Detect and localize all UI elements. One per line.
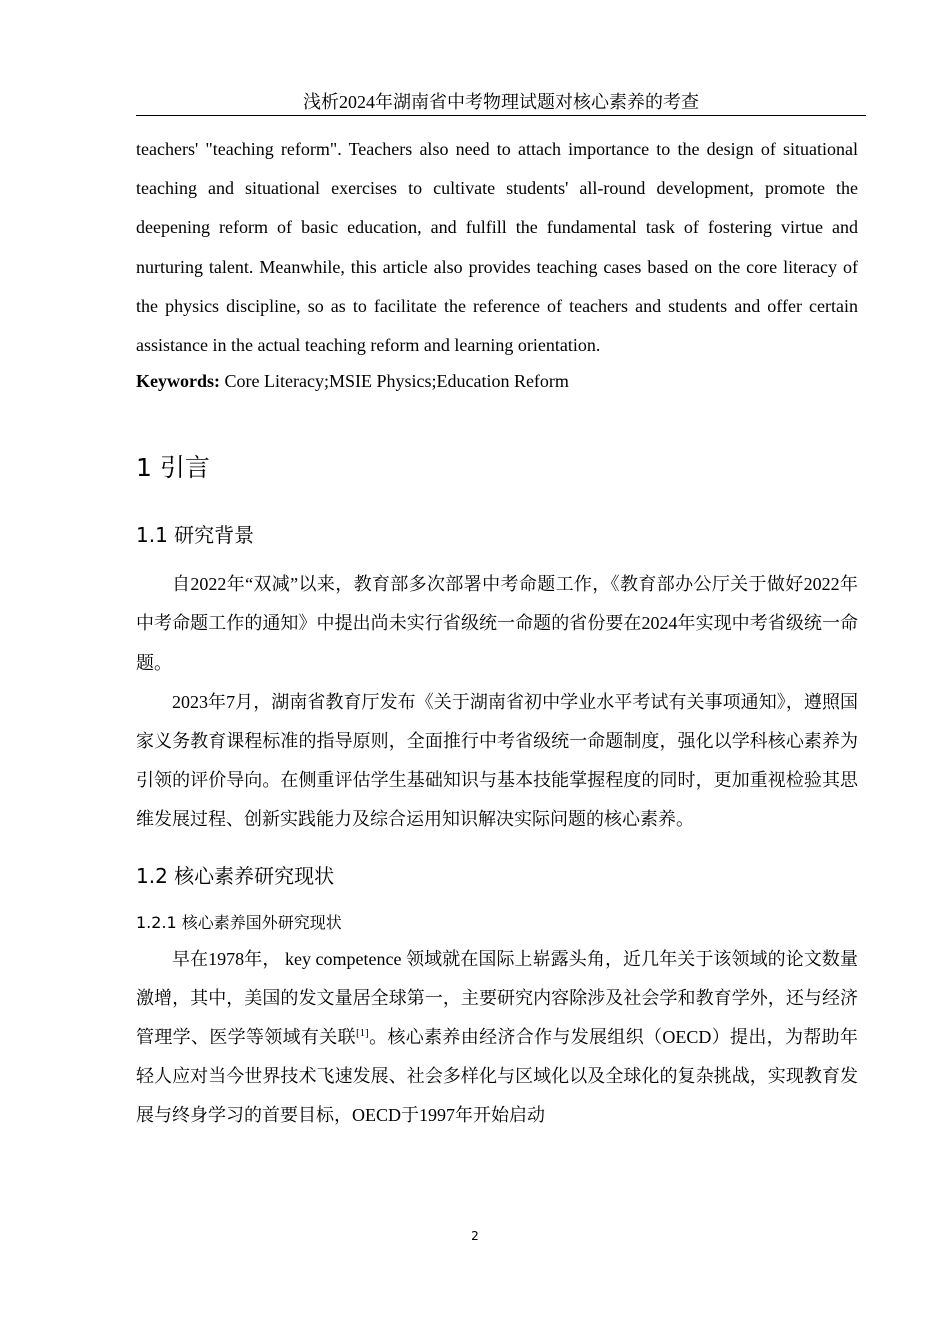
section-1-heading: 1 引言 <box>136 453 210 483</box>
paragraph: 2023年7月，湖南省教育厅发布《关于湖南省初中学业水平考试有关事项通知》，遵照国家义务教育课程标准的指导原则，全面推行中考省级统一命题制度，强化以学科核心素养为引领的评价导向。在侧重评估学生基础知识与基本技能掌握程度的同时，更加重视检验其思维发展过程、创新实践能力及综合运用知识解决实际问题的核心素养。 <box>136 691 858 830</box>
keywords-line <box>136 365 858 397</box>
running-header: 浅析2024年湖南省中考物理试题对核心素养的考查 <box>303 92 699 112</box>
keywords-value: Core Literacy;MSIE Physics;Education Reform <box>220 371 569 392</box>
paragraph <box>136 940 858 1136</box>
abstract-paragraph: teachers' "teaching reform". Teachers also need to attach importance to the design of situational teaching and situational exercises to cultivate students' all-round development, promote the deepening reform of basic education, and fulfill the fundamental task of fostering virtue and nurturing talent. Meanwhile, this article also provides teaching cases based on the core literacy of the physics discipline, so as to facilitate the reference of teachers and students and offer certain assistance in the actual teaching reform and learning orientation. <box>136 139 858 356</box>
english-abstract <box>136 130 858 365</box>
citation-marker[interactable]: [1] <box>355 1027 369 1040</box>
section-1-2-heading: 1.2 核心素养研究现状 <box>136 863 335 888</box>
section-1-2-1-heading: 1.2.1 核心素养国外研究现状 <box>136 912 342 932</box>
paragraph-text: 早在1978年， key competence 领域就在国际上崭露头角，近几年关于该领域的论文数量激增，其中，美国的发文量居全球第一，主要研究内容除涉及社会学和教育学外，还与经济管理学、医学等领域有关联 <box>136 948 858 1048</box>
section-1-1-heading: 1.1 研究背景 <box>136 523 255 548</box>
keywords-label: Keywords: <box>136 371 220 392</box>
paragraph-text: 。核心素养由经济合作与发展组织（OECD）提出，为帮助年轻人应对当今世界技术飞速发展、社会多样化与区域化以及全球化的复杂挑战，实现教育发展与终身学习的首要目标，OECD于1997年开始启动 <box>136 1027 859 1126</box>
header-rule <box>136 115 866 116</box>
page-body <box>136 130 858 1136</box>
paragraph: 自2022年“双减”以来，教育部多次部署中考命题工作，《教育部办公厅关于做好2022年中考命题工作的通知》中提出尚未实行省级统一命题的省份要在2024年实现中考省级统一命题。 <box>136 574 858 673</box>
page-number: 2 <box>471 1229 479 1243</box>
